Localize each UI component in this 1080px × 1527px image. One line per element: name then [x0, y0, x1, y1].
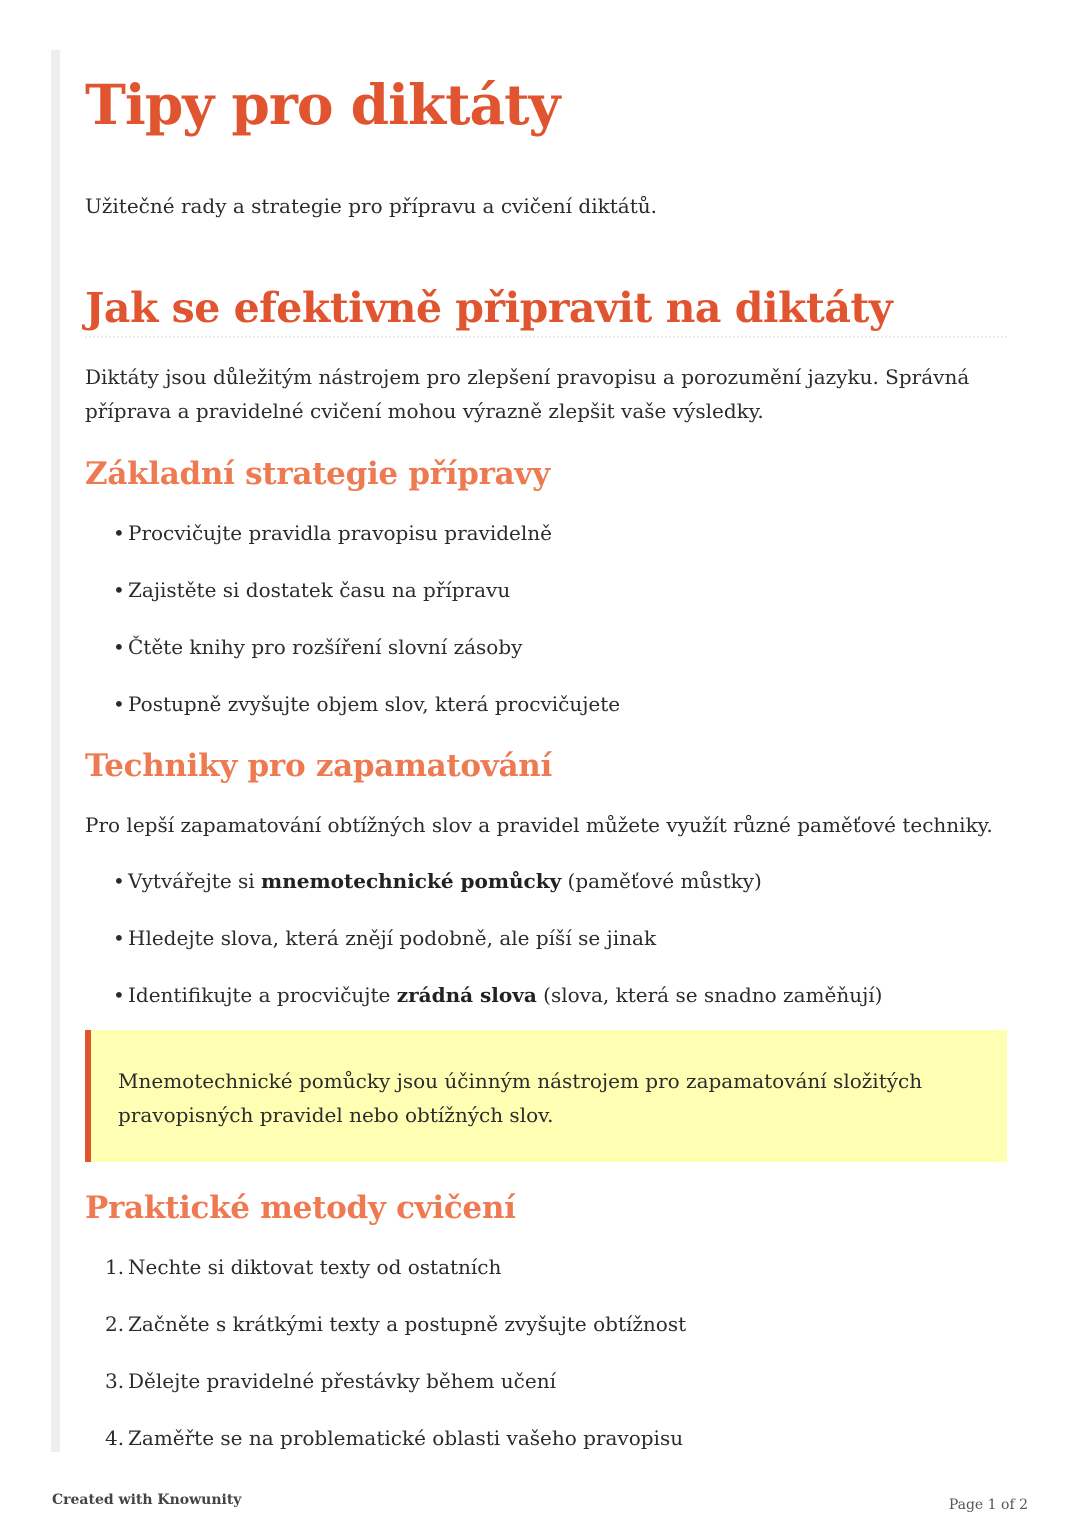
bullet-icon: • — [113, 578, 125, 602]
list-item: • Vytvářejte si mnemotechnické pomůcky (paměťové můstky) — [113, 869, 762, 893]
list-item: • Zajistěte si dostatek času na přípravu — [113, 578, 511, 602]
callout-box — [85, 1030, 1007, 1162]
list-item: 1. Nechte si diktovat texty od ostatních — [105, 1255, 502, 1279]
list-item: 2. Začněte s krátkými texty a postupně zvyšujte obtížnost — [105, 1312, 687, 1336]
page-side-bar — [51, 50, 60, 1452]
bullet-icon: • — [113, 983, 125, 1007]
footer-credit: Created with Knowunity — [52, 1492, 242, 1508]
section-heading: Jak se efektivně připravit na diktáty — [85, 284, 893, 332]
callout-text: Mnemotechnické pomůcky jsou účinným nástrojem pro zapamatování složitých pravopisných pravidel nebo obtížných slov. — [118, 1069, 923, 1127]
bullet-icon: • — [113, 521, 125, 545]
list-item: • Identifikujte a procvičujte zrádná slova (slova, která se snadno zaměňují) — [113, 983, 883, 1007]
list-item: • Postupně zvyšujte objem slov, která procvičujete — [113, 692, 621, 716]
page-title: Tipy pro diktáty — [85, 72, 560, 137]
techniques-paragraph: Pro lepší zapamatování obtížných slov a pravidel můžete využít různé paměťové techniky. — [85, 813, 993, 837]
strategies-heading: Základní strategie přípravy — [85, 456, 550, 492]
list-item: • Čtěte knihy pro rozšíření slovní zásoby — [113, 635, 523, 659]
methods-heading: Praktické metody cvičení — [85, 1190, 516, 1226]
section-paragraph: Diktáty jsou důležitým nástrojem pro zlepšení pravopisu a porozumění jazyku. Správná příprava a pravidelné cvičení mohou výrazně zlepšit vaše výsledky. — [85, 365, 970, 423]
list-item: 3. Dělejte pravidelné přestávky během učení — [105, 1369, 556, 1393]
list-item: • Procvičujte pravidla pravopisu pravidelně — [113, 521, 552, 545]
bullet-icon: • — [113, 635, 125, 659]
bullet-icon: • — [113, 926, 125, 950]
techniques-list — [113, 868, 882, 1039]
list-item: 4. Zaměřte se na problematické oblasti vašeho pravopisu — [105, 1426, 684, 1450]
list-item: • Hledejte slova, která znějí podobně, ale píší se jinak — [113, 926, 657, 950]
bullet-icon: • — [113, 869, 125, 893]
techniques-heading: Techniky pro zapamatování — [85, 748, 552, 784]
intro-text: Užitečné rady a strategie pro přípravu a cvičení diktátů. — [85, 194, 657, 218]
bullet-icon: • — [113, 692, 125, 716]
section-divider — [85, 336, 1007, 338]
methods-list — [105, 1254, 686, 1482]
page-number: Page 1 of 2 — [948, 1497, 1028, 1513]
strategies-list — [113, 520, 620, 748]
